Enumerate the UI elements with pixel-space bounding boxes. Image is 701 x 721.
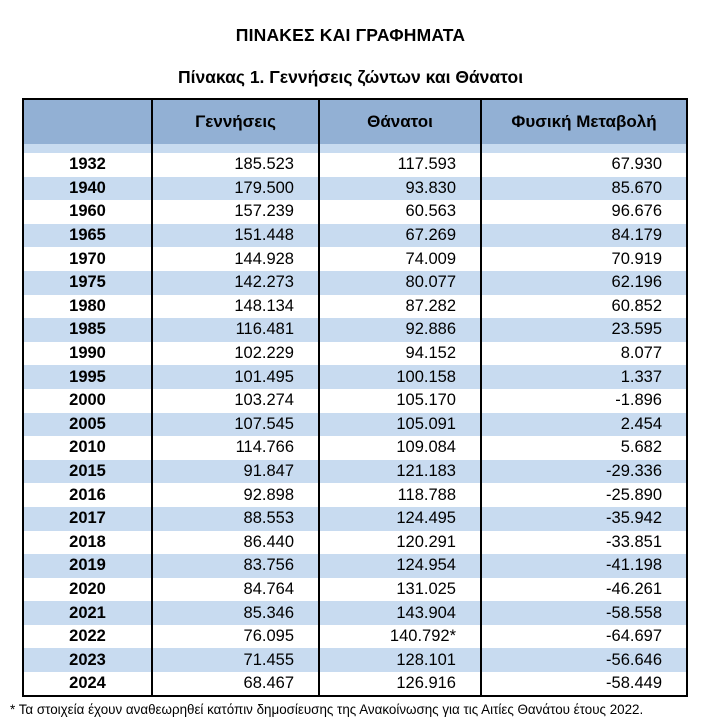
year-cell: 1940 [23,177,152,201]
table-row [23,601,687,625]
births-cell: 179.500 [152,177,319,201]
year-cell: 2020 [23,578,152,602]
table-row [23,224,687,248]
table-row [23,318,687,342]
page-title: ΠΙΝΑΚΕΣ ΚΑΙ ΓΡΑΦΗΜΑΤΑ [235,25,466,45]
table-row [23,460,687,484]
change-cell: 60.852 [481,295,687,319]
deaths-cell: 105.170 [319,389,481,413]
year-cell: 2017 [23,507,152,531]
deaths-cell: 100.158 [319,365,481,389]
deaths-cell: 80.077 [319,271,481,295]
deaths-cell: 121.183 [319,460,481,484]
year-cell: 1970 [23,247,152,271]
change-cell: 84.179 [481,224,687,248]
year-cell: 1960 [23,200,152,224]
deaths-cell: 118.788 [319,483,481,507]
deaths-cell: 105.091 [319,413,481,437]
change-cell: -46.261 [481,578,687,602]
deaths-cell: 87.282 [319,295,481,319]
deaths-cell: 93.830 [319,177,481,201]
change-cell: 67.930 [481,153,687,177]
table-row [23,200,687,224]
births-cell: 107.545 [152,413,319,437]
change-cell: -35.942 [481,507,687,531]
table-row [23,271,687,295]
table-row [23,295,687,319]
table-row [23,531,687,555]
table-row [23,507,687,531]
births-cell: 151.448 [152,224,319,248]
births-cell: 91.847 [152,460,319,484]
table-row [23,247,687,271]
births-cell: 86.440 [152,531,319,555]
table-row [23,389,687,413]
births-cell: 85.346 [152,601,319,625]
births-cell: 76.095 [152,625,319,649]
table-caption: Πίνακας 1. Γεννήσεις ζώντων και Θάνατοι [177,67,524,87]
spacer-row [23,144,687,153]
footnote: * Τα στοιχεία έχουν αναθεωρηθεί κατόπιν δημοσίευσης της Ανακοίνωσης για τις Αιτίες Θανάτου έτους 2022. [10,701,644,717]
births-cell: 103.274 [152,389,319,413]
births-cell: 84.764 [152,578,319,602]
change-cell: -29.336 [481,460,687,484]
year-cell: 2016 [23,483,152,507]
year-cell: 2018 [23,531,152,555]
deaths-cell: 128.101 [319,648,481,672]
table-row [23,625,687,649]
table-row [23,554,687,578]
year-cell: 2021 [23,601,152,625]
table-row [23,436,687,460]
deaths-cell: 124.954 [319,554,481,578]
year-cell: 1985 [23,318,152,342]
deaths-cell: 143.904 [319,601,481,625]
deaths-cell: 60.563 [319,200,481,224]
deaths-cell: 120.291 [319,531,481,555]
change-cell: 5.682 [481,436,687,460]
year-cell: 2005 [23,413,152,437]
change-cell: 8.077 [481,342,687,366]
births-cell: 157.239 [152,200,319,224]
change-cell: 96.676 [481,200,687,224]
year-cell: 2015 [23,460,152,484]
births-cell: 102.229 [152,342,319,366]
table-row [23,648,687,672]
change-cell: 23.595 [481,318,687,342]
column-header-change: Φυσική Μεταβολή [481,99,687,144]
column-header-births: Γεννήσεις [152,99,319,144]
deaths-cell: 74.009 [319,247,481,271]
change-cell: -58.449 [481,672,687,696]
year-cell: 2022 [23,625,152,649]
deaths-cell: 117.593 [319,153,481,177]
year-cell: 2010 [23,436,152,460]
births-cell: 88.553 [152,507,319,531]
births-cell: 92.898 [152,483,319,507]
births-cell: 101.495 [152,365,319,389]
table-body [23,144,687,696]
column-header-year [23,99,152,144]
deaths-cell: 124.495 [319,507,481,531]
births-cell: 83.756 [152,554,319,578]
year-cell: 2019 [23,554,152,578]
table-header [23,99,687,144]
change-cell: -25.890 [481,483,687,507]
deaths-cell: 126.916 [319,672,481,696]
change-cell: -64.697 [481,625,687,649]
table-row [23,672,687,696]
table-row [23,578,687,602]
change-cell: -58.558 [481,601,687,625]
births-cell: 144.928 [152,247,319,271]
change-cell: 70.919 [481,247,687,271]
year-cell: 1995 [23,365,152,389]
table-row [23,153,687,177]
deaths-cell: 109.084 [319,436,481,460]
births-cell: 71.455 [152,648,319,672]
year-cell: 1975 [23,271,152,295]
table-row [23,342,687,366]
deaths-cell: 67.269 [319,224,481,248]
births-cell: 148.134 [152,295,319,319]
year-cell: 2023 [23,648,152,672]
change-cell: -33.851 [481,531,687,555]
deaths-cell: 131.025 [319,578,481,602]
births-cell: 142.273 [152,271,319,295]
change-cell: 85.670 [481,177,687,201]
table-row [23,365,687,389]
table-row [23,413,687,437]
births-cell: 116.481 [152,318,319,342]
year-cell: 1980 [23,295,152,319]
deaths-cell: 94.152 [319,342,481,366]
table-row [23,177,687,201]
year-cell: 1965 [23,224,152,248]
year-cell: 2000 [23,389,152,413]
change-cell: -56.646 [481,648,687,672]
deaths-cell: 92.886 [319,318,481,342]
change-cell: 62.196 [481,271,687,295]
births-cell: 114.766 [152,436,319,460]
change-cell: -41.198 [481,554,687,578]
change-cell: -1.896 [481,389,687,413]
change-cell: 2.454 [481,413,687,437]
column-header-deaths: Θάνατοι [319,99,481,144]
births-cell: 68.467 [152,672,319,696]
change-cell: 1.337 [481,365,687,389]
year-cell: 2024 [23,672,152,696]
births-deaths-table [22,98,688,697]
births-cell: 185.523 [152,153,319,177]
year-cell: 1932 [23,153,152,177]
table-row [23,483,687,507]
year-cell: 1990 [23,342,152,366]
deaths-cell: 140.792* [319,625,481,649]
